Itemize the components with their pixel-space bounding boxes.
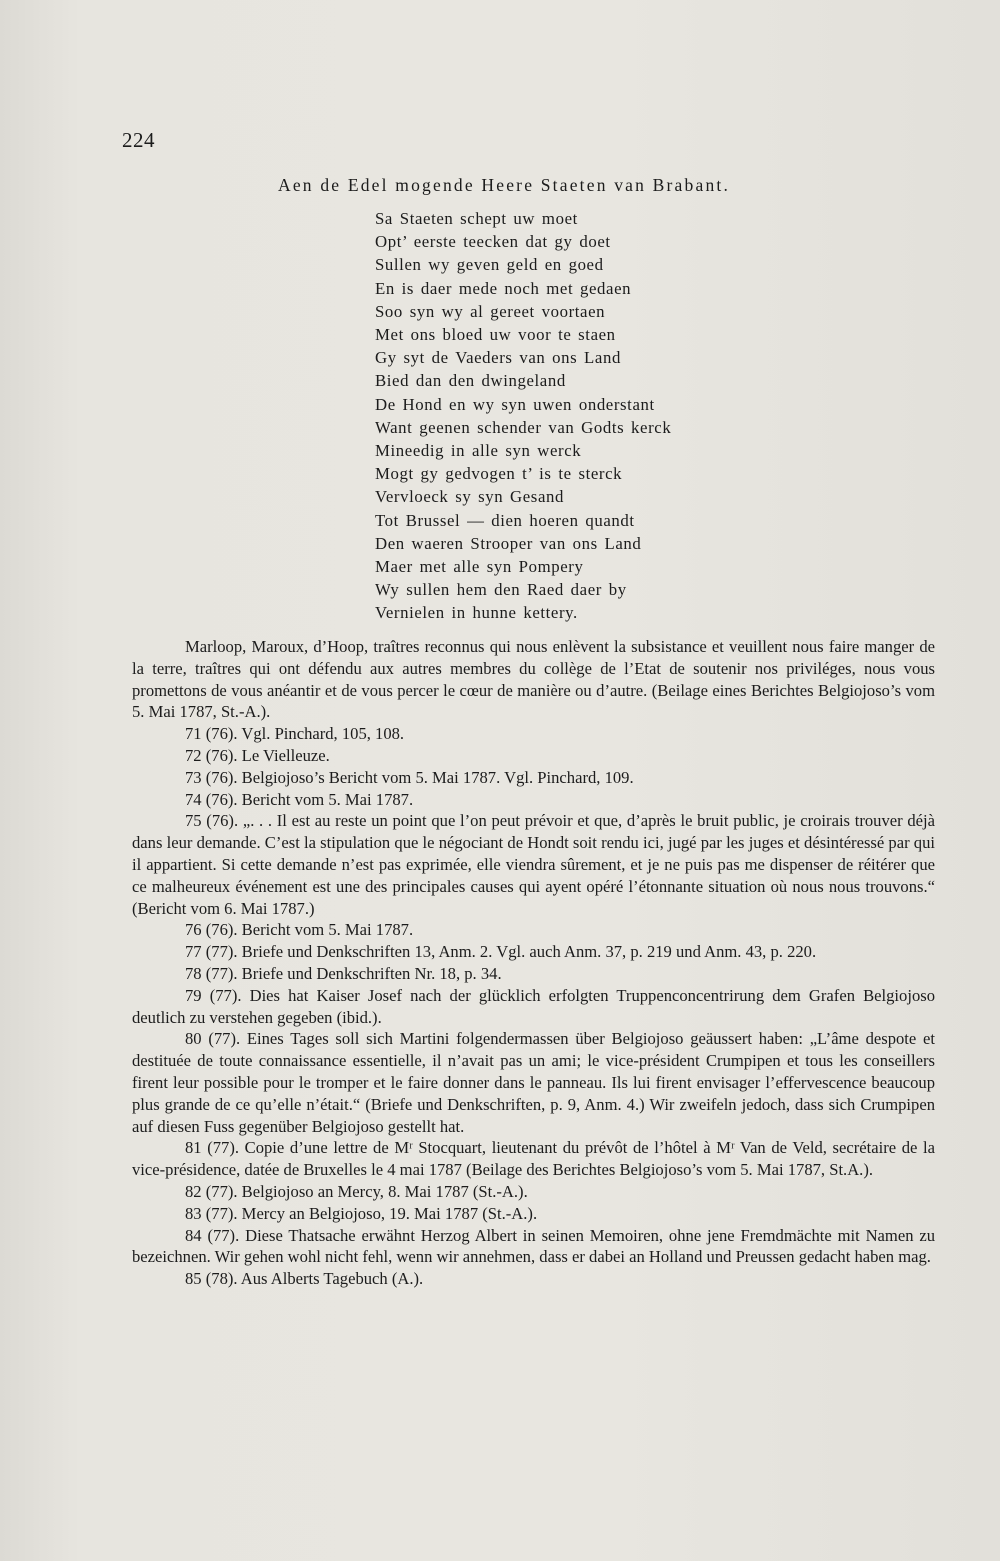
note-paragraph [132,941,935,963]
note-paragraph [132,1268,935,1290]
poem [375,207,671,625]
note-number: 73 [185,767,202,787]
footnotes [132,636,935,1290]
poem-line: Sullen wy geven geld en goed [375,255,604,275]
note-number: 81 [185,1138,202,1158]
poem-line: Vervloeck sy syn Gesand [375,487,564,507]
note-paragraph [132,767,935,789]
note-paragraph [132,723,935,745]
note-text: (78). Aus Alberts Tagebuch (A.). [201,1269,424,1289]
poem-line: Soo syn wy al gereet voortaen [375,301,606,321]
note-text: Marloop, Maroux, d’Hoop, traîtres reconnus qui nous enlèvent la subsistance et veuillent nous faire manger de la terre, traîtres qui ont défendu aux autres membres du collège de l’Etat de soutenir nos priviléges, nous vous promettons de vous anéantir et de vous percer le cœur de manière ou d’autre. (Beilage eines Berichtes Belgiojoso’s vom 5. Mai 1787, St.-A.). [132,637,935,722]
note-text: (76). Belgiojoso’s Bericht vom 5. Mai 1787. Vgl. Pinchard, 109. [201,767,634,787]
note-text: (77). Belgiojoso an Mercy, 8. Mai 1787 (St.-A.). [201,1181,528,1201]
note-number: 78 [185,963,202,983]
note-paragraph [132,919,935,941]
note-paragraph [132,745,935,767]
note-number: 82 [185,1181,202,1201]
poem-line: Mineedig in alle syn werck [375,441,582,461]
note-number: 84 [185,1225,202,1245]
note-number: 85 [185,1269,202,1289]
poem-line: De Hond en wy syn uwen onderstant [375,394,655,414]
note-text: (77). Eines Tages soll sich Martini folgendermassen über Belgiojoso geäussert haben: „L’âme despote et destituée de toute connaissance essentielle, il n’avait pas un ami; le vice-président Crumpipen et tous les conseillers firent leur possible pour le tromper et le faire donner dans le panneau. Ils lui firent envisager l’effervescence beaucoup plus grande de ce qu’elle n’était.“ (Briefe und Denkschriften, p. 9, Anm. 4.) Wir zweifeln jedoch, dass sich Crumpipen auf diesen Fuss gegenüber Belgiojoso gestellt hat. [132,1029,935,1136]
note-number: 72 [185,745,202,765]
note-text: (76). Bericht vom 5. Mai 1787. [201,920,414,940]
note-text: (77). Copie d’une lettre de Mʳ Stocquart, lieutenant du prévôt de l’hôtel à Mʳ Van de Veld, secrétaire de la vice-présidence, datée de Bruxelles le 4 mai 1787 (Beilage des Berichtes Belgiojoso’s vom 5. Mai 1787, St.A.). [132,1138,935,1180]
note-paragraph [132,1203,935,1225]
note-text: (77). Briefe und Denkschriften 13, Anm. 2. Vgl. auch Anm. 37, p. 219 und Anm. 43, p. 220. [201,942,817,962]
poem-line: Want geenen schender van Godts kerck [375,417,672,437]
poem-line: Maer met alle syn Pompery [375,557,584,577]
note-paragraph [132,985,935,1029]
note-number: 77 [185,942,202,962]
poem-line: Sa Staeten schept uw moet [375,209,578,228]
poem-line: Opt’ eerste teecken dat gy doet [375,232,611,252]
note-number: 76 [185,920,202,940]
note-number: 79 [185,985,202,1005]
note-paragraph [132,789,935,811]
poem-line: Mogt gy gedvogen t’ is te sterck [375,464,623,484]
note-text: (76). Bericht vom 5. Mai 1787. [201,789,414,809]
poem-line: Tot Brussel — dien hoeren quandt [375,510,635,530]
note-number: 83 [185,1203,202,1223]
note-paragraph [132,1181,935,1203]
note-number: 75 [185,811,202,831]
note-text: (77). Briefe und Denkschriften Nr. 18, p. 34. [201,963,502,983]
poem-line: Den waeren Strooper van ons Land [375,533,642,553]
note-paragraph [132,963,935,985]
note-text: (76). Le Vielleuze. [201,745,330,765]
note-text: (77). Diese Thatsache erwähnt Herzog Albert in seinen Memoiren, ohne jene Fremdmächte mit Namen zu bezeichnen. Wir gehen wohl nicht fehl, wenn wir annehmen, dass er dabei an Holland und Preussen gedacht haben mag. [132,1225,935,1267]
note-text: (76). Vgl. Pinchard, 105, 108. [201,724,405,744]
note-paragraph [132,1137,935,1181]
note-paragraph [132,1028,935,1137]
poem-title: Aen de Edel mogende Heere Staeten van Brabant. [278,175,731,195]
note-paragraph [132,810,935,919]
poem-line: Met ons bloed uw voor te staen [375,325,616,345]
poem-line: En is daer mede noch met gedaen [375,278,632,298]
note-paragraph [132,636,935,723]
poem-line: Vernielen in hunne kettery. [375,603,578,623]
poem-line: Gy syt de Vaeders van ons Land [375,348,621,368]
poem-line: Wy sullen hem den Raed daer by [375,580,627,600]
note-number: 74 [185,789,202,809]
note-number: 71 [185,724,202,744]
poem-line: Bied dan den dwingeland [375,371,566,391]
note-text: (77). Mercy an Belgiojoso, 19. Mai 1787 (St.-A.). [201,1203,538,1223]
note-paragraph [132,1225,935,1269]
note-text: (76). „. . . Il est au reste un point que l’on peut prévoir et que, d’après le bruit public, je croirais trouver déjà dans leur demande. C’est la stipulation que le négociant de Hondt soit rendu ici, jugé par les juges et désintéressé par qui il appartient. Si cette demande n’est pas exprimée, elle viendra sûrement, et je ne puis pas me dispenser de réitérer que ce malheureux événement est une des principales causes qui ayent opéré l’étonnante situation où nous nous trouvons.“ (Bericht vom 6. Mai 1787.) [132,811,935,918]
note-number: 80 [185,1029,202,1049]
page-number: 224 [122,128,155,152]
note-text: (77). Dies hat Kaiser Josef nach der glücklich erfolgten Truppenconcentrirung dem Grafen Belgiojoso deutlich zu verstehen gegeben (ibid.). [132,985,935,1027]
